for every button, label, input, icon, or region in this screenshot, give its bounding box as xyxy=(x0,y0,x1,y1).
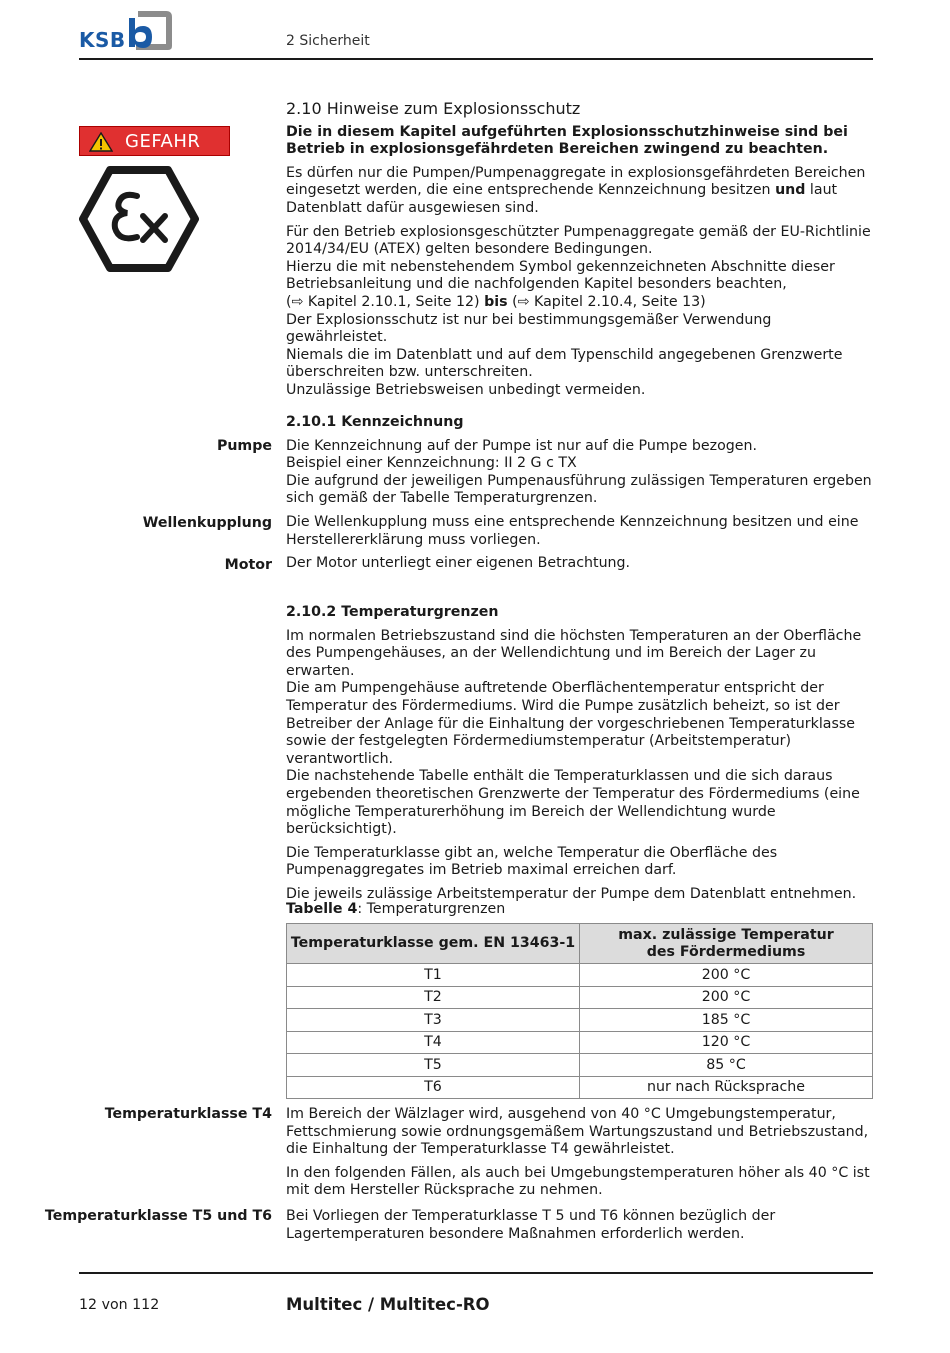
paragraph-avoid: Unzulässige Betriebsweisen unbedingt vermeiden. xyxy=(286,381,646,398)
chapter-link-2-10-1[interactable]: (⇨ Kapitel 2.10.1, Seite 12) xyxy=(286,293,480,310)
table-row: T3 185 °C xyxy=(287,1009,873,1032)
section-header: 2 Sicherheit xyxy=(286,33,370,49)
t5t6-block xyxy=(286,1208,874,1243)
table-row: T6 nur nach Rücksprache xyxy=(287,1076,873,1099)
temperature-table xyxy=(286,923,873,1099)
motor-text: Der Motor unterliegt einer eigenen Betrachtung. xyxy=(286,555,631,572)
table-caption: Tabelle 4: Temperaturgrenzen xyxy=(286,901,506,917)
paragraph-refer-sections: Hierzu die mit nebenstehendem Symbol gekennzeichneten Abschnitte dieser Betriebsanleitung und die nachfolgenden Kapitel besonders beachten, xyxy=(286,258,835,293)
temp-paragraph-2: Die am Pumpengehäuse auftretende Oberflächentemperatur entspricht der Temperatur des Fördermediums. Wird die Pumpe zusätzlich beheizt, so ist der Betreiber der Anlage für die Einhaltung der vorgeschriebenen Temperaturklasse sowie der festgelegten Fördermediumstemperatur (Arbeitstemperatur) verantwortlich. xyxy=(286,680,855,767)
paragraph-intended-use: Der Explosionsschutz ist nur bei bestimmungsgemäßer Verwendung gewährleistet. xyxy=(286,311,772,346)
temp-paragraph-4: Die Temperaturklasse gibt an, welche Temperatur die Oberfläche des Pumpenaggregates im Betrieb maximal erreichen darf. xyxy=(286,844,778,879)
danger-text: GEFAHR xyxy=(125,131,201,152)
temp-paragraph-1: Im normalen Betriebszustand sind die höchsten Temperaturen an der Oberfläche des Pumpengehäuses, an der Wellendichtung und im Bereich der Lager zu erwarten. xyxy=(286,627,862,679)
paragraph-limits: Niemals die im Datenblatt und auf dem Typenschild angegebenen Grenzwerte überschreiten bzw. unterschreiten. xyxy=(286,346,843,381)
section-title-2-10-2: 2.10.2 Temperaturgrenzen xyxy=(286,604,499,620)
header-rule xyxy=(79,58,873,60)
side-label-wellenkupplung: Wellenkupplung xyxy=(142,515,272,531)
ksb-logo xyxy=(79,8,175,52)
section-title-2-10-1: 2.10.1 Kennzeichnung xyxy=(286,414,464,430)
section-2-10-1 xyxy=(286,414,874,573)
paragraph-atex: Für den Betrieb explosionsgeschützter Pumpenaggregate gemäß der EU-Richtlinie 2014/34/EU (ATEX) gelten besondere Bedingungen. xyxy=(286,223,871,258)
section-2-10 xyxy=(286,100,874,400)
paragraph-allowed-pumps: Es dürfen nur die Pumpen/Pumpenaggregate in explosionsgefährdeten Bereichen eingesetzt werden, die eine entsprechende Kennzeichnung besitzen und laut Datenblatt dafür ausgewiesen sind. xyxy=(286,164,866,216)
table-header-class: Temperaturklasse gem. EN 13463-1 xyxy=(287,924,580,964)
ex-symbol-icon xyxy=(79,166,199,276)
chapter-link-2-10-4[interactable]: (⇨ Kapitel 2.10.4, Seite 13) xyxy=(512,293,706,310)
cross-reference-line: (⇨ Kapitel 2.10.1, Seite 12) bis (⇨ Kapitel 2.10.4, Seite 13) xyxy=(286,293,706,310)
warning-triangle-icon xyxy=(89,132,113,152)
section-2-10-2 xyxy=(286,604,874,904)
t4-paragraph-2: In den folgenden Fällen, als auch bei Umgebungstemperaturen höher als 40 °C ist mit dem Hersteller Rücksprache zu nehmen. xyxy=(286,1164,870,1199)
logo-text: KSB xyxy=(79,28,126,52)
page-number: 12 von 112 xyxy=(79,1297,160,1313)
temp-paragraph-3: Die nachstehende Tabelle enthält die Temperaturklassen und die sich daraus ergebenden theoretischen Grenzwerte der Temperatur des Fördermediums (eine mögliche Temperaturerhöhung im Bereich der Wellendichtung wurde berücksichtigt). xyxy=(286,768,860,838)
pumpe-text-3: Die aufgrund der jeweiligen Pumpenausführung zulässigen Temperaturen ergeben sich gemäß der Tabelle Temperaturgrenzen. xyxy=(286,472,872,507)
table-row: T1 200 °C xyxy=(287,964,873,987)
intro-warning: Die in diesem Kapitel aufgeführten Explosionsschutzhinweise sind bei Betrieb in explosionsgefährdeten Bereichen zwingend zu beachten. xyxy=(286,123,848,158)
table-row: T4 120 °C xyxy=(287,1031,873,1054)
t5t6-paragraph: Bei Vorliegen der Temperaturklasse T 5 und T6 können bezüglich der Lagertemperaturen besondere Maßnahmen erforderlich werden. xyxy=(286,1208,776,1242)
ksb-logo-mark-icon xyxy=(126,8,174,52)
table-row: T5 85 °C xyxy=(287,1054,873,1077)
danger-label xyxy=(79,126,230,156)
side-label-t5-t6: Temperaturklasse T5 und T6 xyxy=(44,1208,272,1224)
kupplung-text: Die Wellenkupplung muss eine entsprechende Kennzeichnung besitzen und eine Herstellererklärung muss vorliegen. xyxy=(286,513,859,548)
temp-paragraph-5: Die jeweils zulässige Arbeitstemperatur der Pumpe dem Datenblatt entnehmen. xyxy=(286,885,857,902)
footer-rule xyxy=(79,1272,873,1274)
pumpe-text-2: Beispiel einer Kennzeichnung: II 2 G c TX xyxy=(286,455,577,472)
table-row: T2 200 °C xyxy=(287,986,873,1009)
pumpe-text-1: Die Kennzeichnung auf der Pumpe ist nur auf die Pumpe bezogen. xyxy=(286,437,758,454)
side-label-pumpe: Pumpe xyxy=(216,438,272,454)
section-title-2-10: 2.10 Hinweise zum Explosionsschutz xyxy=(286,99,581,118)
t4-block xyxy=(286,1106,874,1200)
t4-paragraph-1: Im Bereich der Wälzlager wird, ausgehend von 40 °C Umgebungstemperatur, Fettschmierung sowie ordnungsgemäßem Wartungszustand und Betriebszustand, die Einhaltung der Temperaturklasse T4 gewährleistet. xyxy=(286,1106,869,1158)
document-title: Multitec / Multitec-RO xyxy=(286,1295,490,1314)
side-label-motor: Motor xyxy=(224,557,272,573)
table-header-temp: max. zulässige Temperatur des Fördermediums xyxy=(580,924,873,964)
side-label-t4: Temperaturklasse T4 xyxy=(104,1106,272,1122)
